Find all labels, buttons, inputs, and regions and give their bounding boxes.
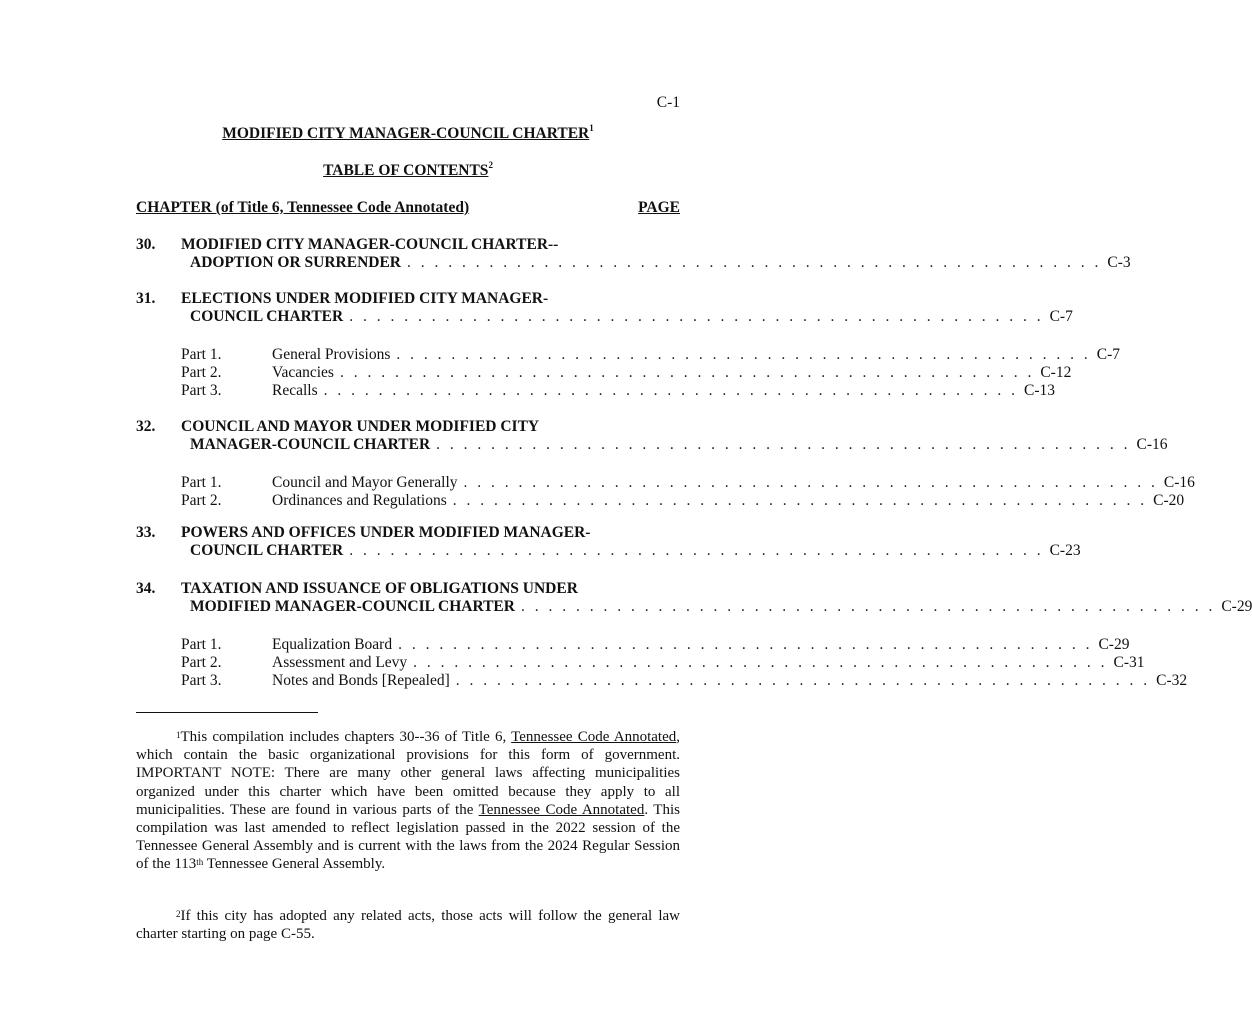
part-page: C-12 [1040,364,1072,381]
part-entry[interactable] [272,672,1188,690]
document-title-text: MODIFIED CITY MANAGER-COUNCIL CHARTER [222,125,590,142]
part-entry[interactable] [272,636,1130,654]
leader-dots: . . . . . . . . . . . . . . . . . . . . . . . . . . . . . . . . . . . . . . . . . . . . . . . . . . . [407,254,1102,271]
toc-heading-text: TABLE OF CONTENTS [323,162,489,179]
leader-dots: . . . . . . . . . . . . . . . . . . . . . . . . . . . . . . . . . . . . . . . . . . . . . . . . . . . [349,542,1044,559]
chapter-page: C-29 [1221,598,1252,615]
footnote-2-ref: 2 [176,909,181,919]
leader-dots: . . . . . . . . . . . . . . . . . . . . . . . . . . . . . . . . . . . . . . . . . . . . . . . . . . . [396,346,1091,363]
chapter-page: C-7 [1049,308,1073,325]
leader-dots: . . . . . . . . . . . . . . . . . . . . . . . . . . . . . . . . . . . . . . . . . . . . . . . . . . . [323,382,1018,399]
footnote-2 [136,907,680,943]
part-title: General Provisions [272,346,391,363]
part-label: Part 2. [181,492,222,509]
part-entry[interactable] [272,474,1195,492]
leader-dots: . . . . . . . . . . . . . . . . . . . . . . . . . . . . . . . . . . . . . . . . . . . . . . . . . . . [452,492,1148,509]
leader-dots: . . . . . . . . . . . . . . . . . . . . . . . . . . . . . . . . . . . . . . . . . . . . . . . . . . . [349,308,1044,325]
part-label: Part 2. [181,364,222,381]
footnote-1-text: . This compilation was last amended to reflect legislation passed in the 2022 session of the Tennessee General Assembly and is current with the laws from the 2024 Regular Session of the 113 [136,801,680,873]
footnote-1-ordinal: th [196,857,204,868]
part-entry[interactable] [272,654,1145,672]
part-label: Part 1. [181,346,222,363]
chapter-title-line: ELECTIONS UNDER MODIFIED CITY MANAGER- [181,290,549,307]
footnote-1-text: Tennessee General Assembly. [203,856,386,873]
chapter-entry[interactable] [190,598,1252,616]
toc-footnote-ref[interactable]: 2 [488,160,493,170]
chapter-title-line: TAXATION AND ISSUANCE OF OBLIGATIONS UNDER [181,580,578,597]
part-page: C-20 [1153,492,1185,509]
leader-dots: . . . . . . . . . . . . . . . . . . . . . . . . . . . . . . . . . . . . . . . . . . . . . . . . . . . [520,598,1216,615]
footnote-1-citation: Tennessee Code Annotated [511,729,677,745]
part-entry[interactable] [272,364,1072,382]
part-label: Part 1. [181,474,222,491]
part-label: Part 3. [181,672,222,689]
part-title: Equalization Board [272,636,393,653]
leader-dots: . . . . . . . . . . . . . . . . . . . . . . . . . . . . . . . . . . . . . . . . . . . . . . . . . . . [436,436,1131,453]
document-title [0,125,816,143]
part-entry[interactable] [272,382,1055,400]
chapter-title-line: ADOPTION OR SURRENDER [190,254,401,271]
chapter-number: 32. [136,418,156,435]
part-label: Part 2. [181,654,222,671]
footnote-1-text: This compilation includes chapters 30--36 of Title 6, [180,729,512,745]
leader-dots: . . . . . . . . . . . . . . . . . . . . . . . . . . . . . . . . . . . . . . . . . . . . . . . . . . . [339,364,1035,381]
part-label: Part 3. [181,382,222,399]
part-entry[interactable] [272,346,1121,364]
chapter-number: 31. [136,290,156,307]
part-page: C-29 [1098,636,1130,653]
chapter-title-line: MANAGER-COUNCIL CHARTER [190,436,431,453]
footnote-1-text: , which contain the basic organizational provisions for this form of government. IMPORTANT NOTE: There are many other general laws affecting municipalities organized under this charter which have been omitted because they apply to all municipalities. These are found in various parts of the [136,729,680,818]
part-title: Ordinances and Regulations [272,492,447,509]
chapter-title-line: COUNCIL CHARTER [190,542,344,559]
chapter-page: C-16 [1136,436,1168,453]
part-title: Notes and Bonds [Repealed] [272,672,450,689]
chapter-number: 33. [136,524,156,541]
chapter-title-line: COUNCIL AND MAYOR UNDER MODIFIED CITY [181,418,540,435]
part-page: C-31 [1113,654,1145,671]
footnote-1 [136,728,680,874]
chapter-page: C-23 [1049,542,1081,559]
chapter-number: 34. [136,580,156,597]
chapter-entry[interactable] [190,254,1131,272]
part-title: Assessment and Levy [272,654,408,671]
page-number: C-1 [656,94,680,111]
leader-dots: . . . . . . . . . . . . . . . . . . . . . . . . . . . . . . . . . . . . . . . . . . . . . . . . . . . [463,474,1158,491]
part-page: C-13 [1024,382,1055,399]
column-header-page: PAGE [638,199,680,216]
part-page: C-16 [1163,474,1195,491]
part-title: Council and Mayor Generally [272,474,458,491]
chapter-page: C-3 [1107,254,1131,271]
part-page: C-7 [1096,346,1121,363]
leader-dots: . . . . . . . . . . . . . . . . . . . . . . . . . . . . . . . . . . . . . . . . . . . . . . . . . . . [413,654,1108,671]
chapter-entry[interactable] [190,308,1073,326]
toc-heading [0,162,816,180]
leader-dots: . . . . . . . . . . . . . . . . . . . . . . . . . . . . . . . . . . . . . . . . . . . . . . . . . . . [455,672,1151,689]
chapter-title-line: POWERS AND OFFICES UNDER MODIFIED MANAGER- [181,524,591,541]
leader-dots: . . . . . . . . . . . . . . . . . . . . . . . . . . . . . . . . . . . . . . . . . . . . . . . . . . . [398,636,1093,653]
chapter-entry[interactable] [190,436,1168,454]
part-title: Vacancies [272,364,334,381]
footnote-1-citation: Tennessee Code Annotated [478,801,645,818]
column-header-chapter: CHAPTER (of Title 6, Tennessee Code Annotated) [136,199,470,216]
footnote-divider [136,712,318,713]
chapter-title-line: COUNCIL CHARTER [190,308,344,325]
footnote-1-ref: 1 [176,730,181,740]
chapter-number: 30. [136,236,156,253]
part-entry[interactable] [272,492,1185,510]
part-page: C-32 [1156,672,1188,689]
part-title: Recalls [272,382,318,399]
chapter-title-line: MODIFIED CITY MANAGER-COUNCIL CHARTER-- [181,236,559,253]
chapter-entry[interactable] [190,542,1081,560]
footnote-2-text: If this city has adopted any related acts, those acts will follow the general law charter starting on page C-55. [136,908,680,943]
part-label: Part 1. [181,636,222,653]
chapter-title-line: MODIFIED MANAGER-COUNCIL CHARTER [190,598,515,615]
title-footnote-ref[interactable]: 1 [589,123,594,133]
